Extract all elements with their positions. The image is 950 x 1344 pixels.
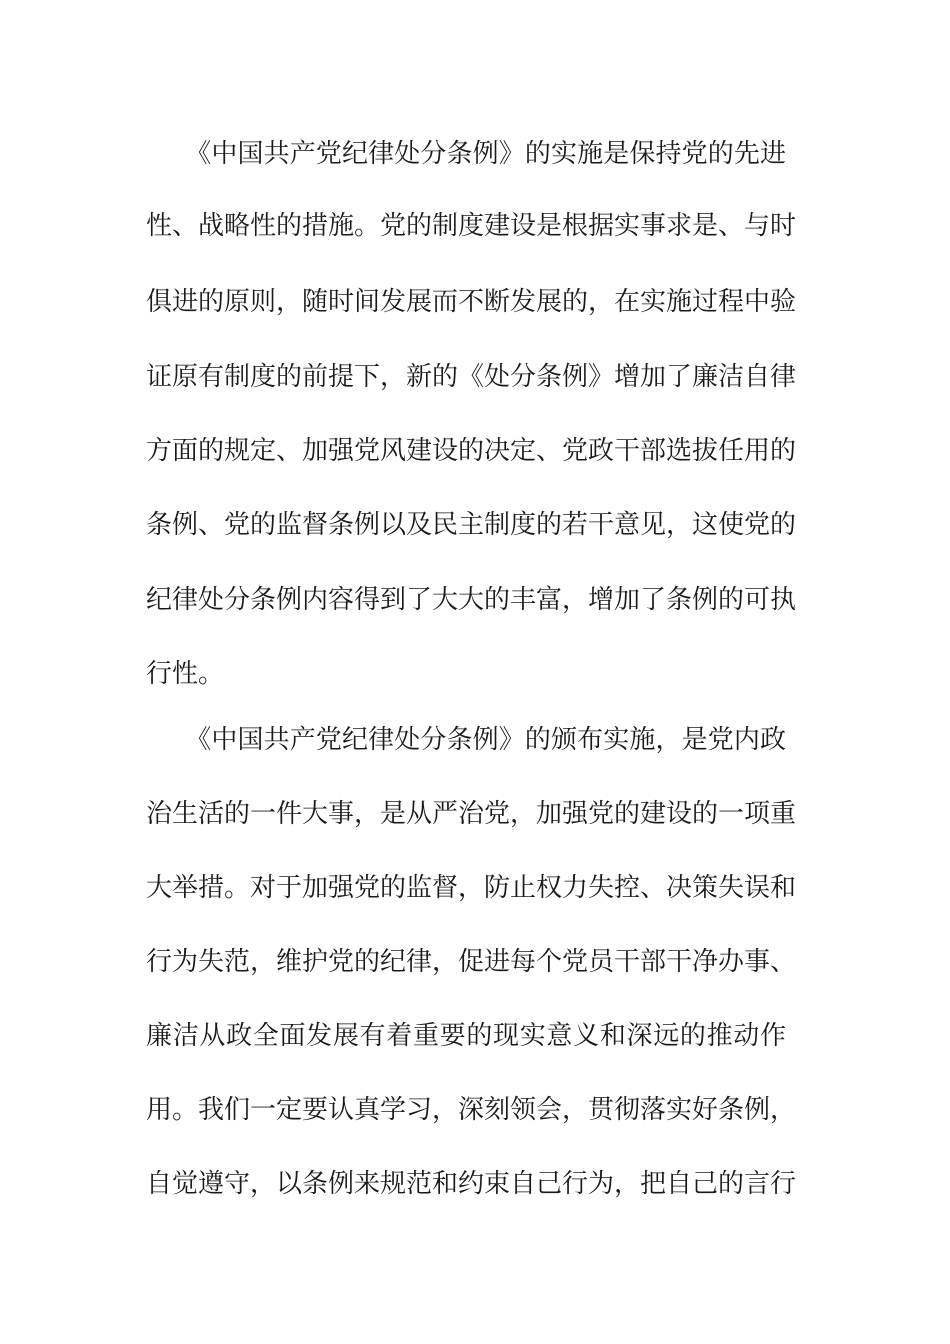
paragraph-2-line-1: 《中国共产党纪律处分条例》的颁布实施，是党内政	[146, 725, 786, 755]
paragraph-1-line-3: 俱进的原则，随时间发展而不断发展的，在实施过程中验	[146, 287, 797, 317]
paragraph-1-line-2: 性、战略性的措施。党的制度建设是根据实事求是、与时	[146, 211, 797, 241]
paragraph-1-line-8: 行性。	[146, 659, 225, 689]
paragraph-1-line-1: 《中国共产党纪律处分条例》的实施是保持党的先进	[146, 139, 786, 169]
paragraph-1-line-4: 证原有制度的前提下，新的《处分条例》增加了廉洁自律	[146, 362, 797, 392]
paragraph-2-line-7: 自觉遵守，以条例来规范和约束自己行为，把自己的言行	[146, 1169, 797, 1199]
paragraph-1-line-6: 条例、党的监督条例以及民主制度的若干意见，这使党的	[146, 510, 797, 540]
paragraph-2-line-3: 大举措。对于加强党的监督，防止权力失控、决策失误和	[146, 873, 797, 903]
paragraph-2-line-5: 廉洁从政全面发展有着重要的现实意义和深远的推动作	[146, 1021, 786, 1051]
paragraph-1-line-5: 方面的规定、加强党风建设的决定、党政干部选拔任用的	[146, 436, 797, 466]
paragraph-2-line-4: 行为失范，维护党的纪律，促进每个党员干部干净办事、	[146, 947, 797, 977]
paragraph-2-line-6: 用。我们一定要认真学习，深刻领会，贯彻落实好条例，	[146, 1095, 797, 1125]
paragraph-1-line-7: 纪律处分条例内容得到了大大的丰富，增加了条例的可执	[146, 585, 797, 615]
paragraph-2-line-2: 治生活的一件大事，是从严治党，加强党的建设的一项重	[146, 799, 797, 829]
